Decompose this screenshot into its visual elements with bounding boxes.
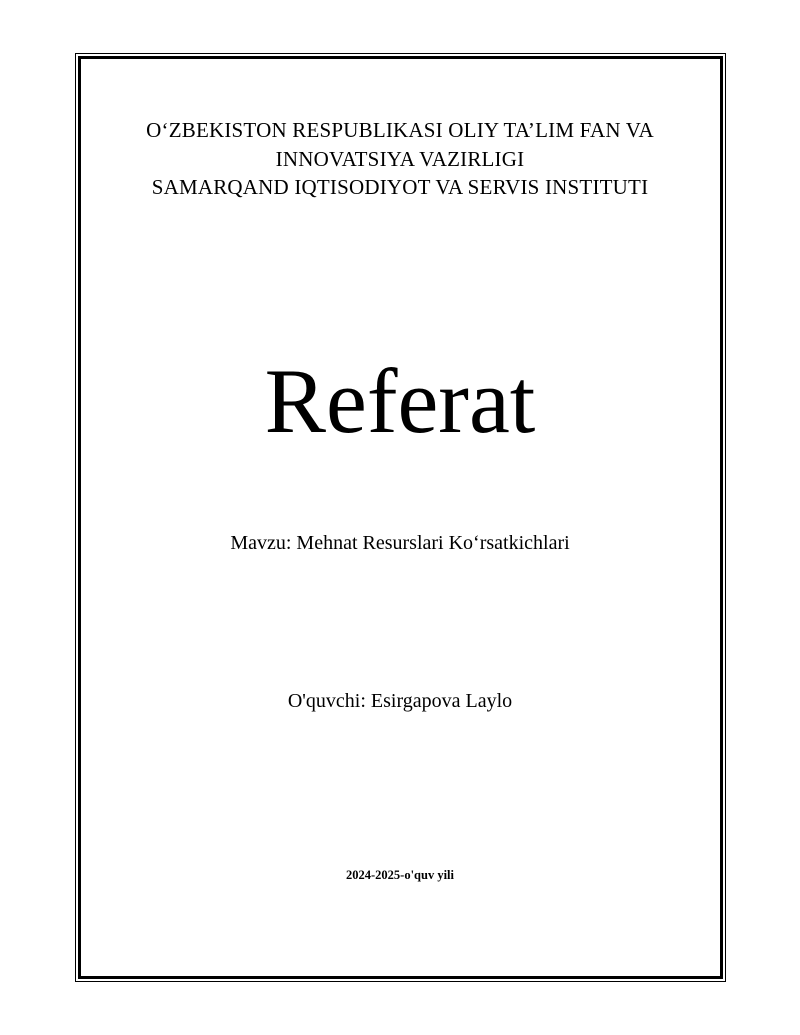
ministry-header-line-1: O‘ZBEKISTON RESPUBLIKASI OLIY TA’LIM FAN VA	[146, 118, 654, 142]
student-line: O'quvchi: Esirgapova Laylo	[287, 690, 513, 712]
academic-year: 2024-2025-o'quv yili	[346, 868, 454, 882]
topic-line: Mavzu: Mehnat Resurslari Ko‘rsatkichlari	[230, 532, 570, 554]
ministry-header	[0, 116, 800, 202]
document-title: Referat	[264, 350, 536, 452]
ministry-header-line-2: INNOVATSIYA VAZIRLIGI	[275, 146, 525, 171]
institute-name-line: SAMARQAND IQTISODIYOT VA SERVIS INSTITUTI	[151, 175, 649, 199]
